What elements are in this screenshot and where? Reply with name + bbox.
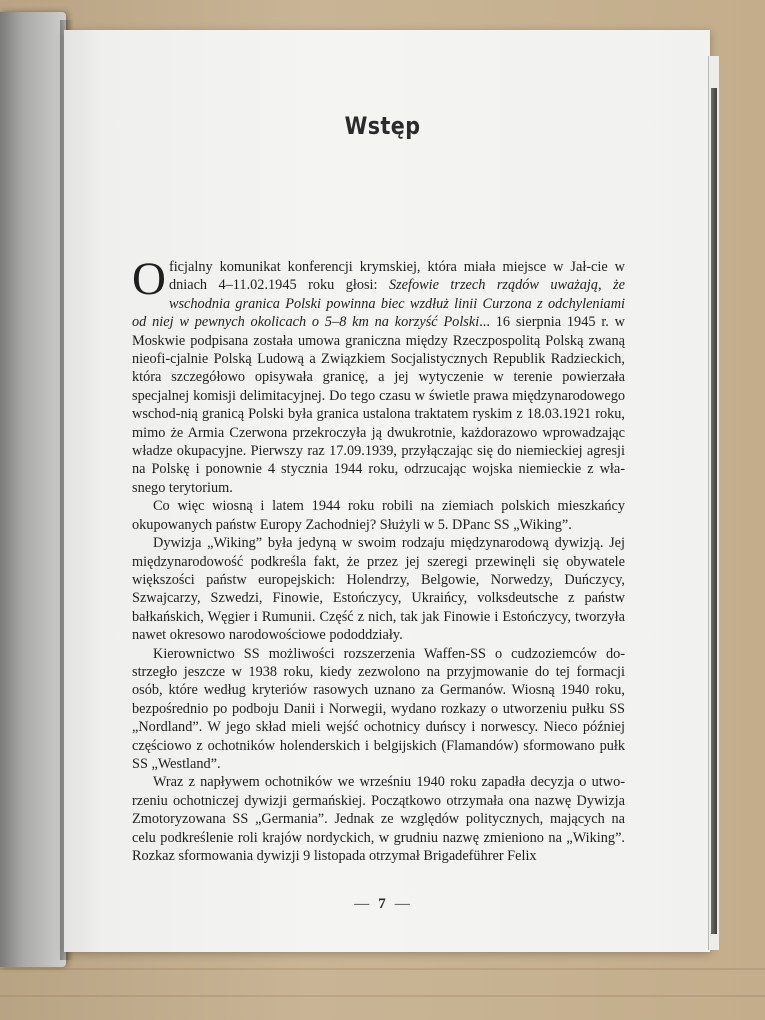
table-grain [0, 968, 765, 970]
cover-edge [711, 88, 717, 934]
paragraph: Co więc wiosną i latem 1944 roku robili na ziemiach polskich mieszkańcy okupowanych państw Europy Zachodniej? Służyli w 5. DPanc SS „Wiking”. [132, 498, 625, 533]
paragraph-text: ficjalny komunikat konferencji krymskiej, która miała miejsce w Jał-cie w dniach 4–11.02.1945 roku głosi: [168, 259, 625, 294]
left-page-edge [0, 12, 66, 967]
paragraph-text: ... 16 sierpnia 1945 r. w Moskwie podpisana została umowa graniczna między Rzeczpospolitą Polską zwaną nieofi-cjalnie Polską Ludową a Związkiem Socjalistycznych Republik Radzieckich, która szczegółowo opisywała granicę, a jej wytyczenie w terenie powierzała specjalnej komisji delimitacyjnej. Do tego czasu w świetle prawa międzynarodowego wschod-nią granicą Polski była granica ustalona traktatem ryskim z 18.03.1921 roku, mimo że Armia Czerwona przekroczyła ją dwukrotnie, każdorazowo wprowadzając władze okupacyjne. Pierwszy raz 17.09.1939, przyłączając się do niemieckiej agresji na Polskę i ponownie 4 stycznia 1944 roku, odrzucając wojska niemieckie z wła-snego terytorium. [132, 314, 625, 496]
chapter-title: Wstęp [344, 112, 421, 140]
page-number-dash-left: — [354, 896, 371, 912]
body-text [132, 253, 625, 865]
paragraph [132, 253, 625, 497]
page-number-value: 7 [378, 896, 387, 912]
page-number [0, 896, 765, 913]
paragraph: Wraz z napływem ochotników we wrześniu 1940 roku zapadła decyzja o utwo-rzeniu ochotniczej dywizji germańskiej. Początkowo otrzymała ona nazwę Dywizja Zmotoryzowana SS „Germania”. Jednak ze względów politycznych, mających na celu podkreślenie roli krajów nordyckich, w grudniu nazwę zmieniono na „Wiking”. Rozkaz sformowania dywizji 9 listopada otrzymał Brigadeführer Felix [132, 774, 625, 864]
page-number-dash-right: — [394, 896, 411, 912]
paragraph: Dywizja „Wiking” była jedyną w swoim rodzaju międzynarodową dywizją. Jej międzynarodowość podkreśla fakt, że przez jej szeregi przewinęli się obywatele większości państw europejskich: Holendrzy, Belgowie, Norwedzy, Duńczycy, Szwajcarzy, Szwedzi, Finowie, Estończycy, Ukraińcy, volksdeutsche z państw bałkańskich, Węgier i Rumunii. Część z nich, tak jak Finowie i Estończycy, tworzyła nawet okresowo narodowościowe pododdziały. [132, 535, 625, 644]
table-grain [0, 995, 765, 997]
drop-cap: O [132, 253, 166, 305]
quote-text: Szefowie trzech rządów uważają, że wschodnia granica Polski powinna biec wzdłuż linii Curzona z odchyleniami od niej w pewnych okolicach o 5–8 km na korzyść Polski [132, 277, 625, 331]
paragraph: Kierownictwo SS możliwości rozszerzenia Waffen-SS o cudzoziemców do-strzegło jeszcze w 1938 roku, kiedy zezwolono na przyjmowanie do tej formacji osób, które według kryteriów rasowych uznano za Germanów. Wiosną 1940 roku, bezpośrednio po podboju Danii i Norwegii, wydano rozkazy o utworzeniu pułku SS „Nordland”. W jego skład mieli wejść ochotnicy duńscy i norwescy. Nieco później częściowo z ochotników holenderskich i belgijskich (Flamandów) sformowano pułk SS „Westland”. [132, 645, 625, 772]
